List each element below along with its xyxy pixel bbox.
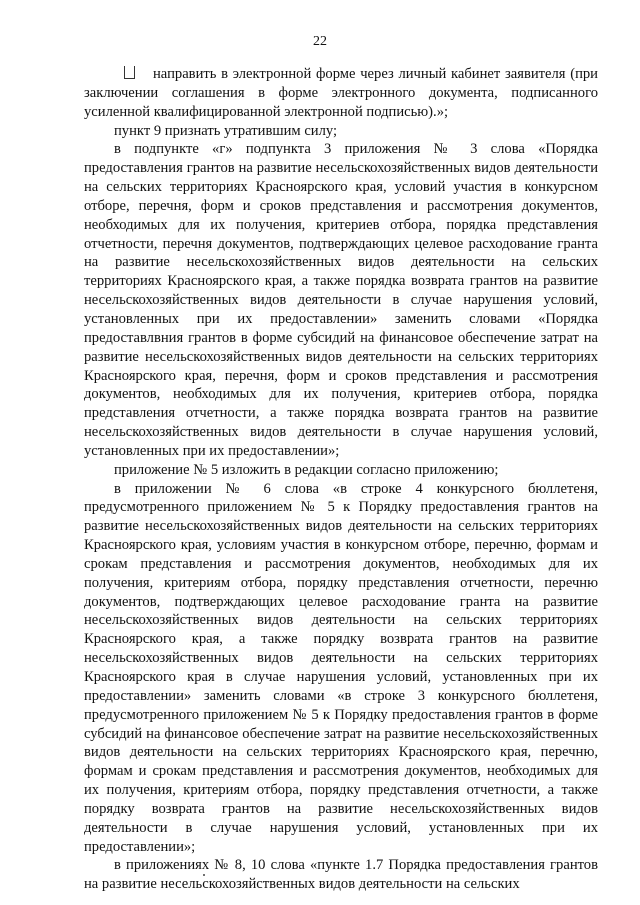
document-body [84, 65, 598, 894]
paragraph-text: направить в электронной форме через личный кабинет заявителя (при заключении соглашения в форме электронного документа, подписанного усиленной квалифицированной электронной подписью).»; [84, 66, 598, 120]
page-number: 22 [313, 34, 327, 49]
paragraph-appendix-8-10: в приложениях № 8, 10 слова «пункте 1.7 Порядка предоставления грантов на развитие несельскохозяйственных видов деятельности на сельских [84, 857, 598, 893]
paragraph-item-9: пункт 9 признать утратившим силу; [114, 122, 338, 139]
paragraph-appendix-3: в подпункте «г» подпункта 3 приложения № 3 слова «Порядка предоставления грантов на развитие несельскохозяйственных видов деятельности на сельских территориях Красноярского края, условий участия в конкурсном отборе, перечня, форм и сроков представления и рассмотрения документов, необходимых для их получения, критериев отбора, порядка представления отчетности, перечня документов, подтверждающих целевое расходование гранта на развитие несельскохозяйственных видов деятельности на сельских территориях Красноярского края, а также порядка возврата грантов на развитие несельскохозяйственных видов деятельности в случае нарушения условий, установленных при их предоставлении» заменить словами «Порядка предоставлвния грантов в форме субсидий на финансовое обеспечение затрат на развитие несельскохозяйственных видов деятельности на сельских территориях Красноярского края, перечня, форм и сроков представления и рассмотрения документов, необходимых для их получения, критериев отбора, порядка представления отчетности, а также порядка возврата грантов на развитие несельскохозяйственных видов деятельности в случае нарушения условий, установленных при их предоставлении»; [84, 141, 598, 459]
paragraph-appendix-6: в приложении № 6 слова «в строке 4 конкурсного бюллетеня, предусмотренного приложением № 5 к Порядку предоставления грантов на развитие несельскохозяйственных видов деятельности на сельских территориях Красноярского края, условиям участия в конкурсном отборе, перечню, формам и срокам представления и рассмотрения документов, необходимых для их получения, критериям отбора, порядку представления отчетности, перечню документов, подтверждающих целевое расходование гранта на развитие несельскохозяйственных видов деятельности на сельских территориях Красноярского края, а также порядку возврата грантов на развитие несельскохозяйственных видов деятельности на сельских территориях Красноярского края в случае нарушения условий, установленных при их предоставлении» заменить словами «в строке 3 конкурсного бюллетеня, предусмотренного приложением № 5 к Порядку предоставления грантов в форме субсидий на финансовое обеспечение затрат на развитие несельскохозяйственных видов деятельности на сельских территориях Красноярского края, перечню, формам и срокам представления и рассмотрения документов, необходимых для их получения, критериям отбора, порядку представления отчетности, а также порядку возврата грантов на развитие несельскохозяйственных видов деятельности в случае нарушения условий, установленных при их предоставлении»; [84, 480, 598, 855]
paragraph-appendix-5: приложение № 5 изложить в редакции согласно приложению; [114, 461, 499, 478]
paragraph-submit-electronic [84, 65, 598, 122]
scan-speck [203, 874, 205, 876]
checkbox-icon [124, 66, 135, 79]
